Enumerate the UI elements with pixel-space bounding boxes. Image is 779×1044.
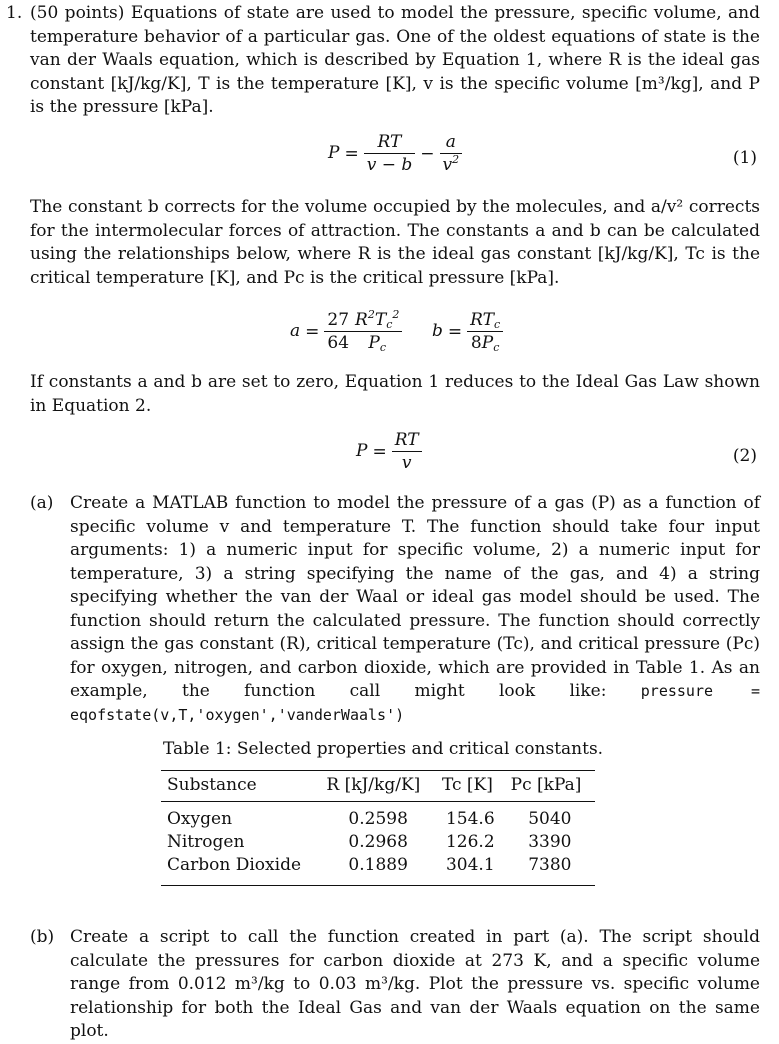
cell-gas-constant: 0.2598: [348, 809, 408, 829]
cell-critical-temperature: 304.1: [445, 855, 495, 875]
problem-intro: [30, 2, 760, 120]
cell-critical-pressure: 7380: [528, 855, 572, 875]
table-header-row: [161, 771, 595, 802]
equation-1: P = $\frac{RT}{v - b}$ − $\frac{a}{v^2}$: [328, 132, 462, 175]
part-a-text: [70, 492, 760, 727]
equation-2: P = $\frac{RT}{v}$: [356, 430, 422, 473]
equation-b: b = $\frac{RT_c}{8P_c}$: [432, 310, 503, 353]
intro-text: Equations of state are used to model the pressure, specific volume, and temperature behavior of a particular gas. One of the oldest equations of state is the van der Waals equation, which is described by Equation 1, where R is the ideal gas constant [kJ/kg/K], T is the temperature [K], v is the specific volume [m³/kg], and P is the pressure [kPa].: [30, 3, 760, 117]
ideal-gas-paragraph: If constants a and b are set to zero, Equation 1 reduces to the Ideal Gas Law shown in Equation 2.: [30, 372, 760, 416]
part-a-label: (a): [30, 493, 54, 513]
constants-paragraph: The constant b corrects for the volume occupied by the molecules, and a/v² corrects for the intermolecular forces of attraction. The constants a and b can be calculated using the relationships below, where R is the ideal gas constant [kJ/kg/K], Tc is the critical temperature [K], and Pc is the critical pressure [kPa].: [30, 197, 760, 288]
cell-substance: Carbon Dioxide: [167, 855, 302, 875]
part-a-body: Create a MATLAB function to model the pressure of a gas (P) as a function of specific volume v and temperature T. The function should take four input arguments: 1) a numeric input for specific volume, 2) a numeric input for temperature, 3) a string specifying the name of the gas, and 4) a string specifying whether the van der Waal or ideal gas model should be used. The function should return the calculated pressure. The function should correctly assign the gas constant (R), critical temperature (Tc), and critical pressure (Pc) for oxygen, nitrogen, and carbon dioxide, which are provided in Table 1. As an example, the function call might look like:: [70, 493, 760, 701]
properties-table: [161, 770, 595, 886]
cell-critical-pressure: 3390: [528, 832, 572, 852]
cell-gas-constant: 0.2968: [348, 832, 408, 852]
table-row: [161, 802, 595, 832]
problem-points: (50 points): [30, 3, 125, 23]
cell-gas-constant: 0.1889: [348, 855, 408, 875]
table-caption: Table 1: Selected properties and critical constants.: [163, 739, 604, 759]
equation-2-label: (2): [732, 446, 757, 466]
cell-substance: Nitrogen: [167, 832, 245, 852]
header-critical-pressure: Pc [kPa]: [505, 771, 595, 802]
header-substance: Substance: [161, 771, 320, 802]
example-function-call: pressure = eqofstate(v,T,'oxygen','vanderWaals'): [70, 682, 760, 724]
header-critical-temperature: Tc [K]: [436, 771, 505, 802]
table-row: [161, 854, 595, 886]
equation-a: a = $\frac{27}{64}$ $\frac{R^2T_c^2}{P_c}$: [290, 310, 402, 353]
cell-critical-temperature: 126.2: [445, 832, 495, 852]
cell-critical-temperature: 154.6: [445, 809, 495, 829]
cell-critical-pressure: 5040: [528, 809, 572, 829]
equation-1-label: (1): [732, 148, 757, 168]
problem-number: 1.: [6, 3, 23, 23]
part-b-text: Create a script to call the function created in part (a). The script should calculate the pressures for carbon dioxide at 273 K, and a specific volume range from 0.012 m³/kg to 0.03 m³/kg. Plot the pressure vs. specific volume relationship for both the Ideal Gas and van der Waals equation on the same plot.: [70, 927, 760, 1041]
header-gas-constant: R [kJ/kg/K]: [320, 771, 436, 802]
part-b-label: (b): [30, 927, 55, 947]
table-row: [161, 831, 595, 854]
cell-substance: Oxygen: [167, 809, 233, 829]
